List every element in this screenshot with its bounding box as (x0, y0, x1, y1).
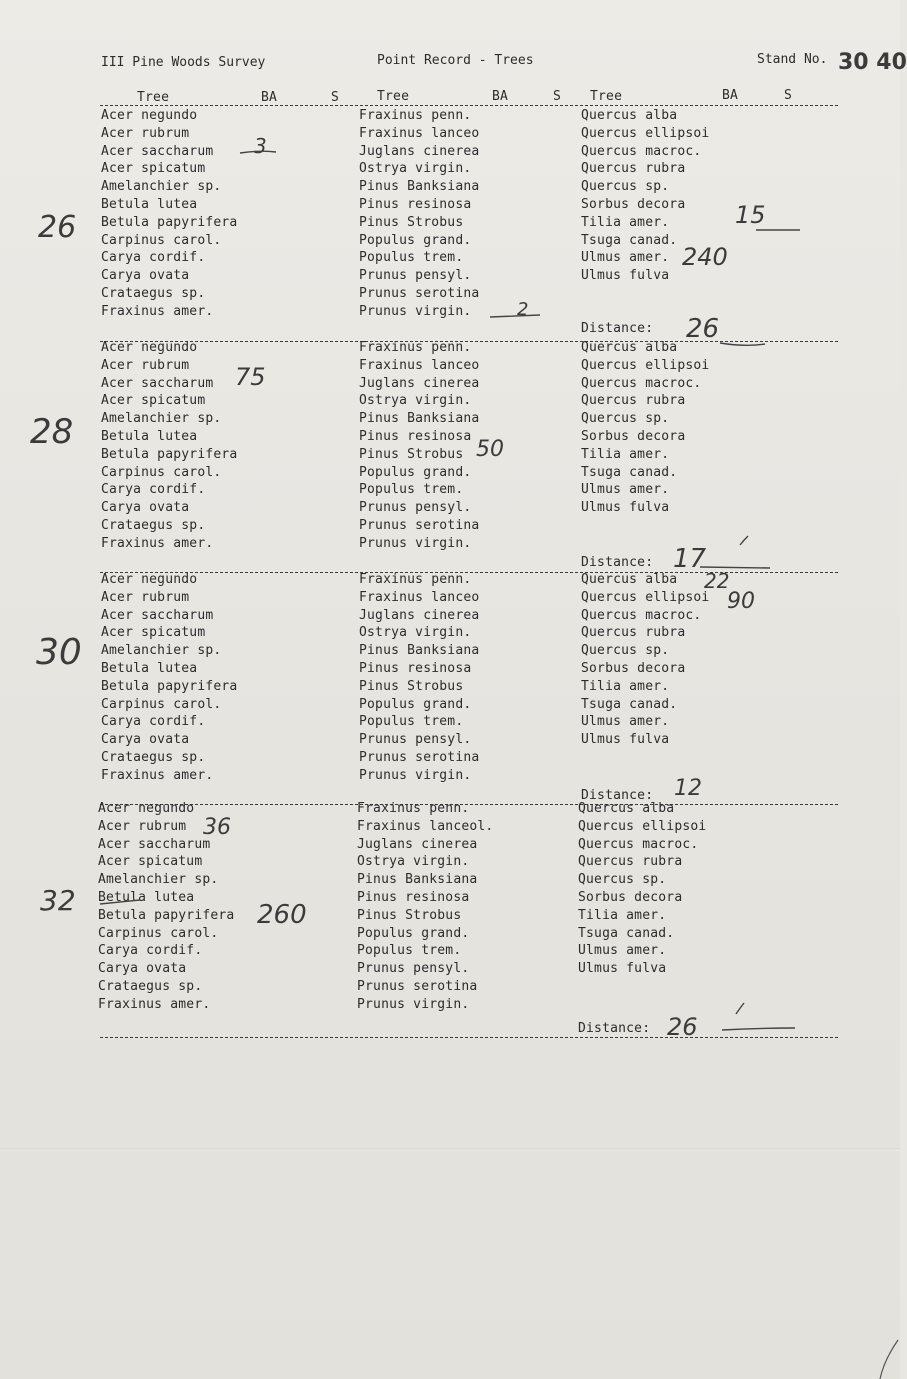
species-entry: Acer negundo (101, 108, 198, 123)
distance-handwritten: 26 (667, 1013, 698, 1041)
species-entry: Quercus ellipsoi (581, 125, 710, 141)
species-entry: Amelanchier sp. (101, 411, 222, 427)
species-entry: Populus grand. (359, 232, 472, 248)
species-entry: Populus grand. (357, 925, 470, 941)
species-entry: Juglans cinerea (359, 607, 480, 623)
species-entry: Fraxinus amer. (98, 996, 211, 1012)
species-entry: Fraxinus penn. (359, 572, 472, 587)
species-entry: Juglans cinerea (357, 836, 478, 852)
species-entry: Fraxinus lanceo (359, 357, 480, 373)
species-entry: Pinus Banksiana (359, 643, 480, 659)
species-entry: Carya cordif. (101, 482, 206, 498)
survey-title: III Pine Woods Survey (101, 55, 266, 70)
ba-note-tilia: 15 (735, 201, 766, 229)
distance-handwritten: 17 (673, 544, 707, 574)
species-entry: Quercus ellipsoi (581, 357, 710, 373)
species-entry: Fraxinus amer. (101, 767, 214, 783)
distance-label: Distance: (578, 1021, 651, 1036)
species-entry: Quercus rubra (578, 854, 683, 870)
species-entry: Acer rubrum (98, 818, 187, 834)
species-entry: Quercus macroc. (581, 607, 702, 623)
species-entry: Betula papyrifera (101, 446, 238, 462)
species-entry: Juglans cinerea (359, 143, 480, 159)
species-entry: Ulmus amer. (581, 714, 670, 730)
ba-note-acer-saccharum: 3 (254, 134, 267, 158)
species-entry: Pinus resinosa (359, 429, 472, 444)
species-entry: Fraxinus amer. (101, 535, 214, 551)
species-entry: Quercus macroc. (578, 836, 699, 852)
species-entry: Quercus sp. (581, 179, 670, 195)
species-entry: Quercus alba (578, 801, 675, 816)
species-entry: Sorbus decora (581, 197, 686, 212)
species-entry: Pinus Banksiana (359, 179, 480, 195)
species-entry: Prunus serotina (359, 286, 480, 301)
species-entry: Pinus Banksiana (359, 411, 480, 427)
col2-ba-header: BA (492, 89, 509, 104)
species-entry: Acer saccharum (98, 836, 211, 852)
species-entry: Crataegus sp. (101, 750, 206, 765)
species-entry: Tsuga canad. (581, 232, 678, 248)
species-entry: Quercus ellipsoi (578, 818, 707, 834)
point-number-handwritten: 26 (38, 210, 77, 245)
species-entry: Sorbus decora (581, 661, 686, 676)
species-entry: Crataegus sp. (101, 286, 206, 301)
ba-note-quercus-alba: 22 (704, 569, 730, 593)
species-entry: Fraxinus lanceo (359, 589, 480, 605)
col1-tree-header: Tree (137, 90, 170, 105)
species-entry: Acer rubrum (101, 125, 190, 141)
species-entry: Sorbus decora (581, 429, 686, 444)
stand-number: 30 40 (838, 50, 907, 75)
species-entry: Pinus resinosa (359, 197, 472, 212)
species-entry: Prunus virgin. (357, 996, 470, 1012)
ba-note-acer-saccharum: 75 (235, 363, 266, 391)
species-entry: Acer saccharum (101, 375, 214, 391)
species-entry: Pinus resinosa (357, 890, 470, 905)
species-entry: Betula lutea (98, 890, 195, 905)
distance-label: Distance: (581, 321, 654, 336)
species-entry: Prunus serotina (359, 518, 480, 533)
species-entry: Carya ovata (101, 732, 190, 748)
col1-s-header: S (331, 90, 340, 105)
species-entry: Amelanchier sp. (98, 872, 219, 888)
species-entry: Acer negundo (101, 340, 198, 355)
species-entry: Prunus pensyl. (357, 961, 470, 977)
species-entry: Quercus macroc. (581, 375, 702, 391)
species-entry: Quercus alba (581, 108, 678, 123)
species-entry: Acer spicatum (98, 854, 203, 870)
species-entry: Quercus alba (581, 340, 678, 355)
species-entry: Tilia amer. (581, 678, 670, 694)
species-entry: Quercus rubra (581, 393, 686, 409)
species-entry: Betula lutea (101, 429, 198, 444)
species-entry: Quercus sp. (581, 411, 670, 427)
record-title: Point Record - Trees (377, 53, 534, 68)
species-entry: Carpinus carol. (98, 925, 219, 941)
distance-handwritten: 12 (674, 776, 702, 801)
species-entry: Prunus serotina (357, 979, 478, 994)
distance-handwritten: 26 (686, 314, 720, 344)
point-number-handwritten: 28 (30, 412, 74, 452)
species-entry: Pinus Strobus (359, 446, 464, 462)
col2-tree-header: Tree (377, 89, 410, 104)
col1-ba-header: BA (261, 90, 278, 105)
species-entry: Crataegus sp. (101, 518, 206, 533)
distance-label: Distance: (581, 555, 654, 570)
ba-note-pinus-strobus: 50 (476, 437, 504, 462)
ba-note-ulmus-amer: 240 (682, 243, 728, 271)
species-entry: Prunus virgin. (359, 535, 472, 551)
species-entry: Acer rubrum (101, 589, 190, 605)
species-entry: Tsuga canad. (581, 464, 678, 480)
distance-label: Distance: (581, 788, 654, 803)
species-entry: Carpinus carol. (101, 696, 222, 712)
species-entry: Carya ovata (98, 961, 187, 977)
species-entry: Prunus serotina (359, 750, 480, 765)
species-entry: Fraxinus lanceo (359, 125, 480, 141)
species-entry: Fraxinus penn. (357, 801, 470, 816)
species-entry: Betula papyrifera (101, 678, 238, 694)
species-entry: Ulmus amer. (578, 943, 667, 959)
species-entry: Crataegus sp. (98, 979, 203, 994)
species-entry: Carya ovata (101, 268, 190, 284)
species-entry: Ulmus amer. (581, 250, 670, 266)
species-entry: Pinus Strobus (359, 214, 464, 230)
species-entry: Fraxinus penn. (359, 340, 472, 355)
species-entry: Betula lutea (101, 661, 198, 676)
species-entry: Carya cordif. (98, 943, 203, 959)
species-entry: Populus trem. (359, 250, 464, 266)
species-entry: Quercus rubra (581, 625, 686, 641)
species-entry: Populus grand. (359, 464, 472, 480)
species-entry: Carya cordif. (101, 250, 206, 266)
species-entry: Ulmus fulva (578, 961, 667, 977)
point-number-handwritten: 30 (36, 632, 82, 673)
species-entry: Quercus rubra (581, 161, 686, 177)
species-entry: Acer saccharum (101, 143, 214, 159)
stand-label: Stand No. (757, 52, 828, 67)
species-entry: Tilia amer. (581, 446, 670, 462)
species-entry: Quercus ellipsoi (581, 589, 710, 605)
species-entry: Betula papyrifera (98, 907, 235, 923)
species-entry: Ostrya virgin. (357, 854, 470, 870)
species-entry: Prunus pensyl. (359, 732, 472, 748)
species-entry: Carya ovata (101, 500, 190, 516)
ba-note-betula-papyrifera: 260 (257, 900, 307, 930)
species-entry: Quercus sp. (578, 872, 667, 888)
species-entry: Quercus macroc. (581, 143, 702, 159)
species-entry: Betula lutea (101, 197, 198, 212)
species-entry: Pinus resinosa (359, 661, 472, 676)
species-entry: Prunus pensyl. (359, 500, 472, 516)
species-entry: Acer negundo (101, 572, 198, 587)
species-entry: Populus trem. (359, 482, 464, 498)
species-entry: Quercus alba (581, 572, 678, 587)
species-entry: Ostrya virgin. (359, 161, 472, 177)
species-entry: Fraxinus penn. (359, 108, 472, 123)
species-entry: Ulmus fulva (581, 268, 670, 284)
species-entry: Prunus pensyl. (359, 268, 472, 284)
species-entry: Fraxinus amer. (101, 303, 214, 319)
species-entry: Acer rubrum (101, 357, 190, 373)
species-entry: Tilia amer. (578, 907, 667, 923)
species-entry: Pinus Strobus (359, 678, 464, 694)
species-entry: Populus trem. (359, 714, 464, 730)
species-entry: Ulmus amer. (581, 482, 670, 498)
species-entry: Acer spicatum (101, 625, 206, 641)
species-entry: Tsuga canad. (578, 925, 675, 941)
species-entry: Populus trem. (357, 943, 462, 959)
species-entry: Carya cordif. (101, 714, 206, 730)
species-entry: Amelanchier sp. (101, 643, 222, 659)
species-entry: Carpinus carol. (101, 232, 222, 248)
point-number-handwritten: 32 (40, 884, 76, 917)
species-entry: Ulmus fulva (581, 732, 670, 748)
species-entry: Populus grand. (359, 696, 472, 712)
species-entry: Amelanchier sp. (101, 179, 222, 195)
species-entry: Ostrya virgin. (359, 393, 472, 409)
ba-note-acer-rubrum: 36 (203, 815, 231, 840)
col3-s-header: S (784, 88, 793, 103)
species-entry: Tilia amer. (581, 214, 670, 230)
species-entry: Sorbus decora (578, 890, 683, 905)
species-entry: Betula papyrifera (101, 214, 238, 230)
species-entry: Pinus Strobus (357, 907, 462, 923)
species-entry: Prunus virgin. (359, 767, 472, 783)
ba-note-quercus-ellipsoi: 90 (727, 589, 755, 614)
species-entry: Acer spicatum (101, 393, 206, 409)
col3-tree-header: Tree (590, 89, 623, 104)
col3-ba-header: BA (722, 88, 739, 103)
species-entry: Prunus virgin. (359, 303, 472, 319)
species-entry: Ostrya virgin. (359, 625, 472, 641)
species-entry: Acer spicatum (101, 161, 206, 177)
species-entry: Ulmus fulva (581, 500, 670, 516)
species-entry: Pinus Banksiana (357, 872, 478, 888)
ba-note-prunus-virgin: 2 (517, 299, 529, 320)
species-entry: Carpinus carol. (101, 464, 222, 480)
species-entry: Juglans cinerea (359, 375, 480, 391)
species-entry: Quercus sp. (581, 643, 670, 659)
species-entry: Tsuga canad. (581, 696, 678, 712)
species-entry: Fraxinus lanceol. (357, 818, 494, 834)
col2-s-header: S (553, 89, 562, 104)
species-entry: Acer saccharum (101, 607, 214, 623)
species-entry: Acer negundo (98, 801, 195, 816)
